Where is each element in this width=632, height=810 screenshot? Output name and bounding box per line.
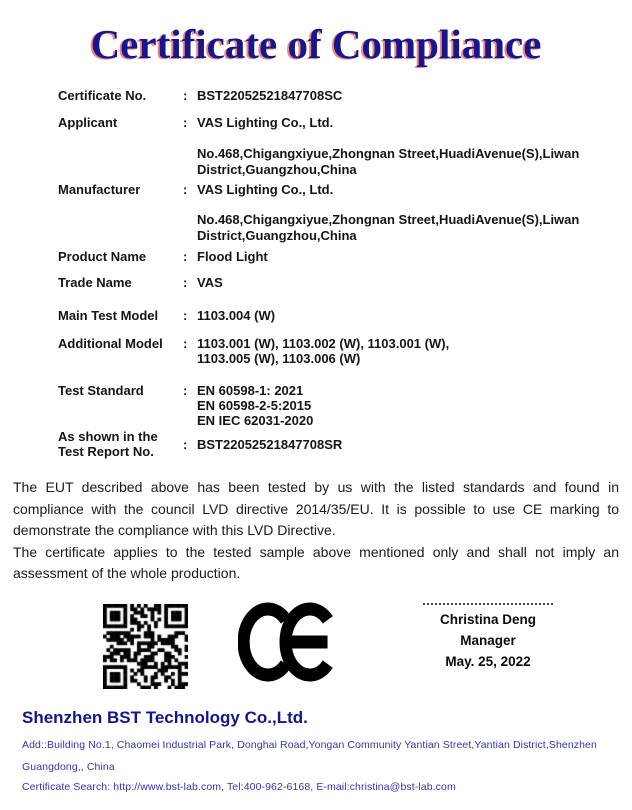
- field-label: Trade Name: [58, 275, 132, 290]
- field-label: Test Standard: [58, 383, 144, 398]
- ce-mark-icon: [238, 602, 335, 682]
- colon-separator: :: [183, 115, 188, 130]
- colon-separator: :: [183, 182, 188, 197]
- colon-separator: :: [183, 383, 188, 398]
- statement-paragraph: The certificate applies to the tested sample above mentioned only and shall not imply an assessment of the whole production.: [13, 543, 619, 581]
- field-label: Additional Model: [58, 336, 163, 351]
- field-label: [58, 429, 183, 459]
- signatory-name: Christina Deng: [439, 612, 536, 627]
- field-value: VAS Lighting Co., Ltd.: [197, 182, 334, 197]
- field-value: [197, 336, 449, 366]
- statement-paragraph: The EUT described above has been tested by us with the listed standards and found in compliance with the council LVD directive 2014/35/EU. It is possible to use CE marking to demonstrate the compliance with this LVD Directive.: [13, 479, 619, 538]
- footer-contact-line: Certificate Search: http://www.bst-lab.com, Tel:400-962-6168, E-mail:christina@bst-lab.com: [22, 781, 456, 793]
- field-row-certificate-no: [58, 88, 342, 103]
- colon-separator: :: [183, 308, 188, 323]
- footer-address-line1: Add::Building No.1, Chaomei Industrial Park, Donghai Road,Yongan Community Yantian Street,Yantian District,Shenzhen: [22, 739, 597, 751]
- label-line: As shown in the: [58, 429, 158, 444]
- field-row-applicant: [58, 115, 333, 130]
- field-row-product-name: [58, 249, 268, 264]
- footer-address-line2: Guangdong,, China: [22, 761, 115, 773]
- field-row-test-standard: [58, 383, 313, 428]
- field-label: Main Test Model: [58, 308, 159, 323]
- colon-separator: :: [183, 249, 188, 264]
- signature-block: [418, 603, 558, 672]
- field-row-manufacturer: [58, 182, 333, 197]
- field-value: 1103.004 (W): [197, 308, 276, 323]
- field-row-trade-name: [58, 275, 223, 290]
- field-label: Certificate No.: [58, 88, 147, 103]
- signatory-title: Manager: [460, 633, 516, 648]
- manufacturer-address: [197, 212, 592, 244]
- field-label: Manufacturer: [58, 182, 141, 197]
- standard-line: EN 60598-2-5:2015: [197, 398, 312, 413]
- field-value: VAS Lighting Co., Ltd.: [197, 115, 334, 130]
- colon-separator: :: [183, 275, 188, 290]
- compliance-statement: [13, 477, 619, 585]
- standard-line: EN IEC 62031-2020: [197, 413, 314, 428]
- field-value: BST22052521847708SC: [197, 88, 343, 103]
- colon-separator: :: [183, 336, 188, 351]
- signature-line: [423, 603, 553, 605]
- model-line: 1103.005 (W), 1103.006 (W): [197, 351, 361, 366]
- field-value: BST22052521847708SR: [197, 436, 343, 452]
- footer-company-name: Shenzhen BST Technology Co.,Ltd.: [22, 708, 308, 727]
- model-line: 1103.001 (W), 1103.002 (W), 1103.001 (W),: [197, 336, 450, 351]
- label-line: Test Report No.: [58, 444, 154, 459]
- field-label: Applicant: [58, 115, 118, 130]
- address-line: No.468,Chigangxiyue,Zhongnan Street,HuadiAvenue(S),Liwan: [197, 212, 580, 227]
- field-label: Product Name: [58, 249, 147, 264]
- field-row-test-report-no: [58, 429, 342, 459]
- field-row-additional-model: [58, 336, 449, 366]
- address-line: No.468,Chigangxiyue,Zhongnan Street,HuadiAvenue(S),Liwan: [197, 146, 580, 161]
- standard-line: EN 60598-1: 2021: [197, 383, 304, 398]
- field-value: [197, 383, 313, 428]
- colon-separator: :: [183, 436, 188, 452]
- address-line: District,Guangzhou,China: [197, 228, 357, 243]
- signature-date: May. 25, 2022: [445, 654, 531, 669]
- address-line: District,Guangzhou,China: [197, 162, 357, 177]
- field-value: Flood Light: [197, 249, 268, 264]
- applicant-address: [197, 146, 592, 178]
- qr-code-icon: [103, 604, 188, 689]
- field-value: VAS: [197, 275, 223, 290]
- colon-separator: :: [183, 88, 188, 103]
- page-title: Certificate of Compliance: [90, 21, 542, 67]
- field-row-main-test-model: [58, 308, 275, 323]
